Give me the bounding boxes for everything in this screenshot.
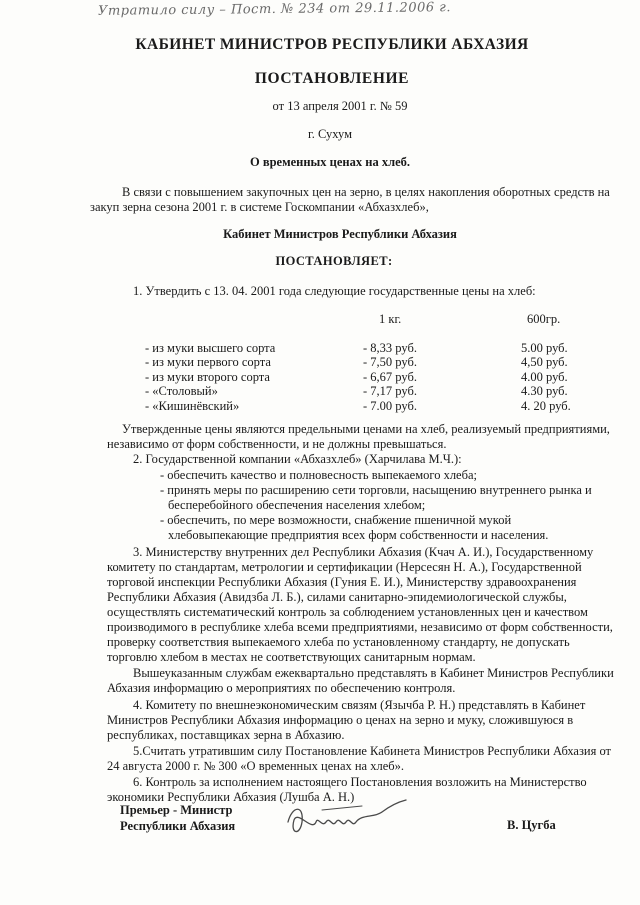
item-3-line-7: проверку соответствия выпекаемого хлеба по установленному стандарту, не допускать bbox=[107, 635, 570, 649]
item-4-line-2: Министров Республики Абхазия информацию о ценах на зерно и муку, сложившуюся в bbox=[107, 713, 574, 727]
table-row bbox=[145, 384, 607, 399]
bread-type: - из муки первого сорта bbox=[145, 355, 271, 370]
signatory-name: В. Цугба bbox=[507, 818, 556, 832]
table-row bbox=[145, 370, 607, 385]
price-600g: 4. 20 руб. bbox=[521, 398, 571, 413]
date-number: от 13 апреля 2001 г. № 59 bbox=[272, 99, 408, 113]
price-1kg: - 7,50 руб. bbox=[363, 355, 417, 370]
item-3-line-1: 3. Министерству внутренних дел Республики Абхазия (Кчач А. И.), Государственному bbox=[133, 545, 594, 559]
item-3-line-3: торговой инспекции Республики Абхазия (Гуния Е. И.), Министерству здравоохранения bbox=[107, 575, 577, 589]
table-row bbox=[145, 355, 607, 370]
signatory-title-line-2: Республики Абхазия bbox=[120, 819, 236, 833]
item-2-bullet-2-cont: бесперебойного обеспечения населения хлебом; bbox=[168, 498, 426, 512]
services-line-2: Абхазия информацию о мероприятиях по обеспечению контроля. bbox=[107, 681, 456, 695]
item-3-line-5: осуществлять систематический контроль за соблюдением установленных цен и качеством bbox=[107, 605, 588, 619]
price-1kg: - 7,17 руб. bbox=[363, 384, 417, 399]
price-600g: 4.30 руб. bbox=[521, 384, 568, 399]
item-3-line-8: торговлю хлебом в местах не соответствующих санитарным нормам. bbox=[107, 650, 476, 664]
item-5-line-1: 5.Считать утратившим силу Постановление Кабинета Министров Республики Абхазия от bbox=[133, 744, 612, 758]
preamble-line-2: закуп зерна сезона 2001 г. в системе Госкомпании «Абхазхлеб», bbox=[90, 200, 429, 214]
item-6-line-1: 6. Контроль за исполнением настоящего Постановления возложить на Министерство bbox=[133, 775, 587, 789]
organization-title: КАБИНЕТ МИНИСТРОВ РЕСПУБЛИКИ АБХАЗИЯ bbox=[135, 36, 529, 53]
table-row bbox=[145, 399, 607, 414]
bread-type: - «Кишинёвский» bbox=[145, 398, 240, 413]
table-row bbox=[145, 341, 607, 356]
after-table-line-2: независимо от форм собственности, и не должны превышаться. bbox=[107, 437, 447, 451]
signatory-title bbox=[120, 802, 235, 834]
item-2-bullet-3-cont: хлебовыпекающие предприятия всех форм собственности и населения. bbox=[168, 528, 549, 542]
cabinet-heading: Кабинет Министров Республики Абхазия bbox=[223, 227, 457, 241]
city: г. Сухум bbox=[307, 127, 352, 141]
item-5-line-2: 24 августа 2000 г. № 300 «О временных ценах на хлеб». bbox=[107, 759, 405, 773]
signatory-title-line-1: Премьер - Министр bbox=[120, 803, 233, 817]
resolves-heading: ПОСТАНОВЛЯЕТ: bbox=[275, 254, 393, 268]
bread-type: - из муки высшего сорта bbox=[145, 340, 276, 355]
bread-type: - из муки второго сорта bbox=[145, 369, 270, 384]
price-1kg: - 8,33 руб. bbox=[363, 340, 417, 355]
item-1: 1. Утвердить с 13. 04. 2001 года следующие государственные цены на хлеб: bbox=[133, 284, 536, 298]
price-1kg: - 6,67 руб. bbox=[363, 369, 417, 384]
item-3-line-2: комитету по стандартам, метрологии и сертификации (Нерсесян Н. А.), Государственной bbox=[107, 560, 582, 574]
item-4-line-3: республиках, поставщиках зерна в Абхазию. bbox=[107, 728, 345, 742]
preamble-line-1: В связи с повышением закупочных цен на зерно, в целях накопления оборотных средств на bbox=[122, 185, 610, 199]
price-600g: 4.00 руб. bbox=[521, 369, 568, 384]
after-table-line-1: Утвержденные цены являются предельными ценами на хлеб, реализуемый предприятиями, bbox=[122, 422, 610, 436]
item-3-line-6: производимого в республике хлеба всеми предприятиями, независимо от форм собственности, bbox=[107, 620, 613, 634]
price-table-header bbox=[145, 312, 607, 327]
item-2-head: 2. Государственной компании «Абхазхлеб» (Харчилава М.Ч.): bbox=[133, 452, 462, 466]
col-header-600g: 600гр. bbox=[527, 312, 561, 326]
subject: О временных ценах на хлеб. bbox=[249, 155, 411, 169]
price-600g: 4,50 руб. bbox=[521, 355, 568, 370]
item-2-bullet-1: - обеспечить качество и полновесность выпекаемого хлеба; bbox=[160, 468, 477, 482]
handwritten-note: Утратило силу – Пост. № 234 от 29.11.2006 г. bbox=[97, 0, 452, 19]
services-line-1: Вышеуказанным службам ежеквартально представлять в Кабинет Министров Республики bbox=[133, 666, 614, 680]
item-2-bullet-3: - обеспечить, по мере возможности, снабжение пшеничной мукой bbox=[160, 513, 512, 527]
document-type: ПОСТАНОВЛЕНИЕ bbox=[254, 70, 410, 87]
handwritten-signature bbox=[282, 792, 412, 842]
col-header-1kg: 1 кг. bbox=[379, 312, 402, 326]
price-1kg: - 7.00 руб. bbox=[363, 398, 417, 413]
price-table bbox=[145, 312, 607, 414]
item-6-line-2: экономики Республики Абхазия (Лушба А. Н.) bbox=[107, 790, 355, 804]
bread-type: - «Столовый» bbox=[145, 384, 218, 399]
item-2-bullet-2: - принять меры по расширению сети торговли, насыщению внутреннего рынка и bbox=[160, 483, 592, 497]
item-4-line-1: 4. Комитету по внешнеэкономическим связям (Язычба Р. Н.) представлять в Кабинет bbox=[133, 698, 586, 712]
item-3-line-4: Республики Абхазия (Авидзба Л. Б.), силами санитарно-эпидемиологической службы, bbox=[107, 590, 567, 604]
price-600g: 5.00 руб. bbox=[521, 340, 568, 355]
